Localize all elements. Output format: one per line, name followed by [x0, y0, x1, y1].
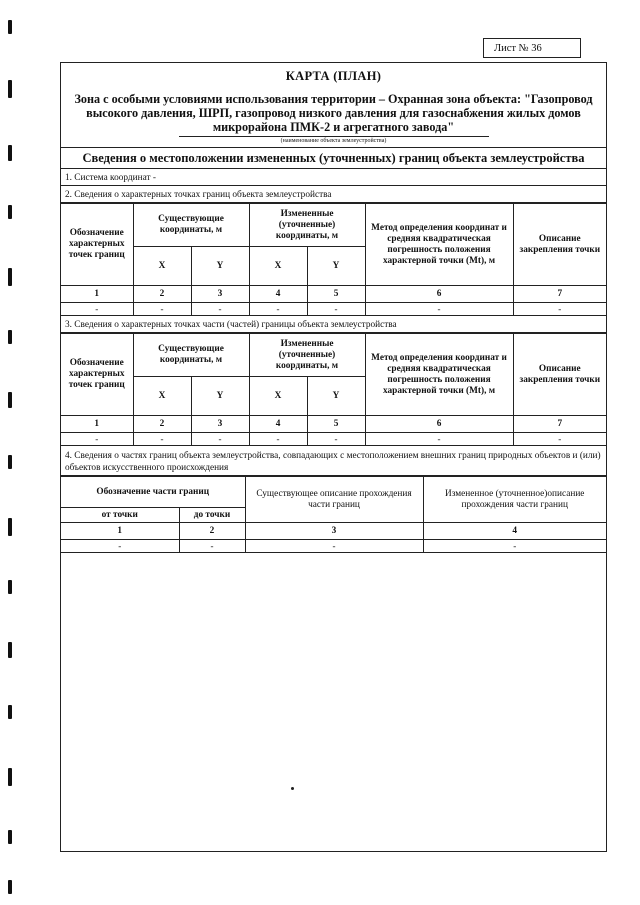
col-method: Метод определения координат и средняя квадратическая погрешность положения характерной точки (Mt), м: [365, 334, 513, 416]
table-row: [61, 540, 606, 553]
col-designation: Обозначение части границ: [61, 477, 245, 508]
column-number: 5: [307, 416, 365, 433]
column-number: 6: [365, 416, 513, 433]
table-cell: -: [307, 433, 365, 446]
col-existing-description: Существующее описание прохождения части границ: [245, 477, 423, 523]
col-y: Y: [191, 377, 249, 416]
column-number: 4: [249, 416, 307, 433]
col-existing: Существующие координаты, м: [133, 334, 249, 377]
col-x: X: [133, 247, 191, 286]
column-number: 3: [191, 416, 249, 433]
table-cell: -: [307, 303, 365, 316]
col-x: X: [249, 247, 307, 286]
col-y: Y: [307, 247, 365, 286]
document-frame: [60, 62, 607, 852]
column-number: 1: [61, 416, 133, 433]
column-number: 4: [423, 523, 606, 540]
parts-table: [61, 476, 606, 553]
col-y: Y: [307, 377, 365, 416]
table-cell: -: [249, 433, 307, 446]
column-number: 7: [513, 416, 606, 433]
column-number: 2: [179, 523, 245, 540]
table-header-row: [61, 204, 606, 247]
map-title: КАРТА (ПЛАН): [285, 69, 382, 83]
table-cell: -: [365, 433, 513, 446]
table-row: [61, 433, 606, 446]
table-cell: -: [249, 303, 307, 316]
col-changed-description: Измененное (уточненное)описание прохождения части границ: [423, 477, 606, 523]
col-from-point: от точки: [61, 508, 179, 523]
column-number: 1: [61, 286, 133, 303]
column-number: 2: [133, 416, 191, 433]
column-number: 1: [61, 523, 179, 540]
table-cell: -: [191, 303, 249, 316]
col-x: X: [249, 377, 307, 416]
col-description: Описание закрепления точки: [513, 204, 606, 286]
table-header-row: [61, 477, 606, 508]
column-number: 6: [365, 286, 513, 303]
table-row: [61, 303, 606, 316]
coordinate-system: 1. Система координат -: [61, 169, 606, 186]
column-number: 3: [245, 523, 423, 540]
column-number: 3: [191, 286, 249, 303]
table-cell: -: [61, 303, 133, 316]
col-to-point: до точки: [179, 508, 245, 523]
table-row: [61, 416, 606, 433]
column-number: 7: [513, 286, 606, 303]
table-cell: -: [191, 433, 249, 446]
object-name: Зона с особыми условиями использования территории – Охранная зона объекта: "Газопровод высокого давления, ШРП, газопровод низкого давления для газоснабжения жилых домов микрорайона ПМК-2 и агрегатного завода": [74, 92, 593, 134]
column-number: 4: [249, 286, 307, 303]
col-method: Метод определения координат и средняя квадратическая погрешность положения характерной точки (Mt), м: [365, 204, 513, 286]
parts-table-caption: 4. Сведения о частях границ объекта землеустройства, совпадающих с местоположением внешних границ природных объектов и (или) объектов искусственного происхождения: [61, 446, 606, 476]
table-cell: -: [61, 433, 133, 446]
table-cell: -: [133, 433, 191, 446]
table-cell: -: [61, 540, 179, 553]
col-changed: Измененные (уточненные) координаты, м: [249, 204, 365, 247]
column-number: 2: [133, 286, 191, 303]
table-header-row: [61, 334, 606, 377]
table-cell: -: [179, 540, 245, 553]
table-cell: -: [513, 303, 606, 316]
table-cell: -: [365, 303, 513, 316]
col-description: Описание закрепления точки: [513, 334, 606, 416]
col-y: Y: [191, 247, 249, 286]
table-cell: -: [245, 540, 423, 553]
col-x: X: [133, 377, 191, 416]
section-title: Сведения о местоположении измененных (уточненных) границ объекта землеустройства: [61, 148, 606, 169]
col-designation: Обозначение характерных точек границ: [61, 334, 133, 416]
part-points-table: [61, 333, 606, 446]
table-cell: -: [513, 433, 606, 446]
stray-mark: [291, 787, 294, 790]
table-row: [61, 286, 606, 303]
col-designation: Обозначение характерных точек границ: [61, 204, 133, 286]
col-changed: Измененные (уточненные) координаты, м: [249, 334, 365, 377]
table-row: [61, 523, 606, 540]
table-cell: -: [423, 540, 606, 553]
sheet-number: Лист № 36: [483, 38, 581, 58]
document-header: [61, 63, 606, 148]
object-caption: (наименование объекта землеустройства): [179, 136, 489, 145]
binding-holes: [6, 0, 16, 905]
part-points-table-caption: 3. Сведения о характерных точках части (частей) границы объекта землеустройства: [61, 316, 606, 333]
points-table-caption: 2. Сведения о характерных точках границ объекта землеустройства: [61, 186, 606, 203]
table-cell: -: [133, 303, 191, 316]
col-existing: Существующие координаты, м: [133, 204, 249, 247]
column-number: 5: [307, 286, 365, 303]
points-table: [61, 203, 606, 316]
